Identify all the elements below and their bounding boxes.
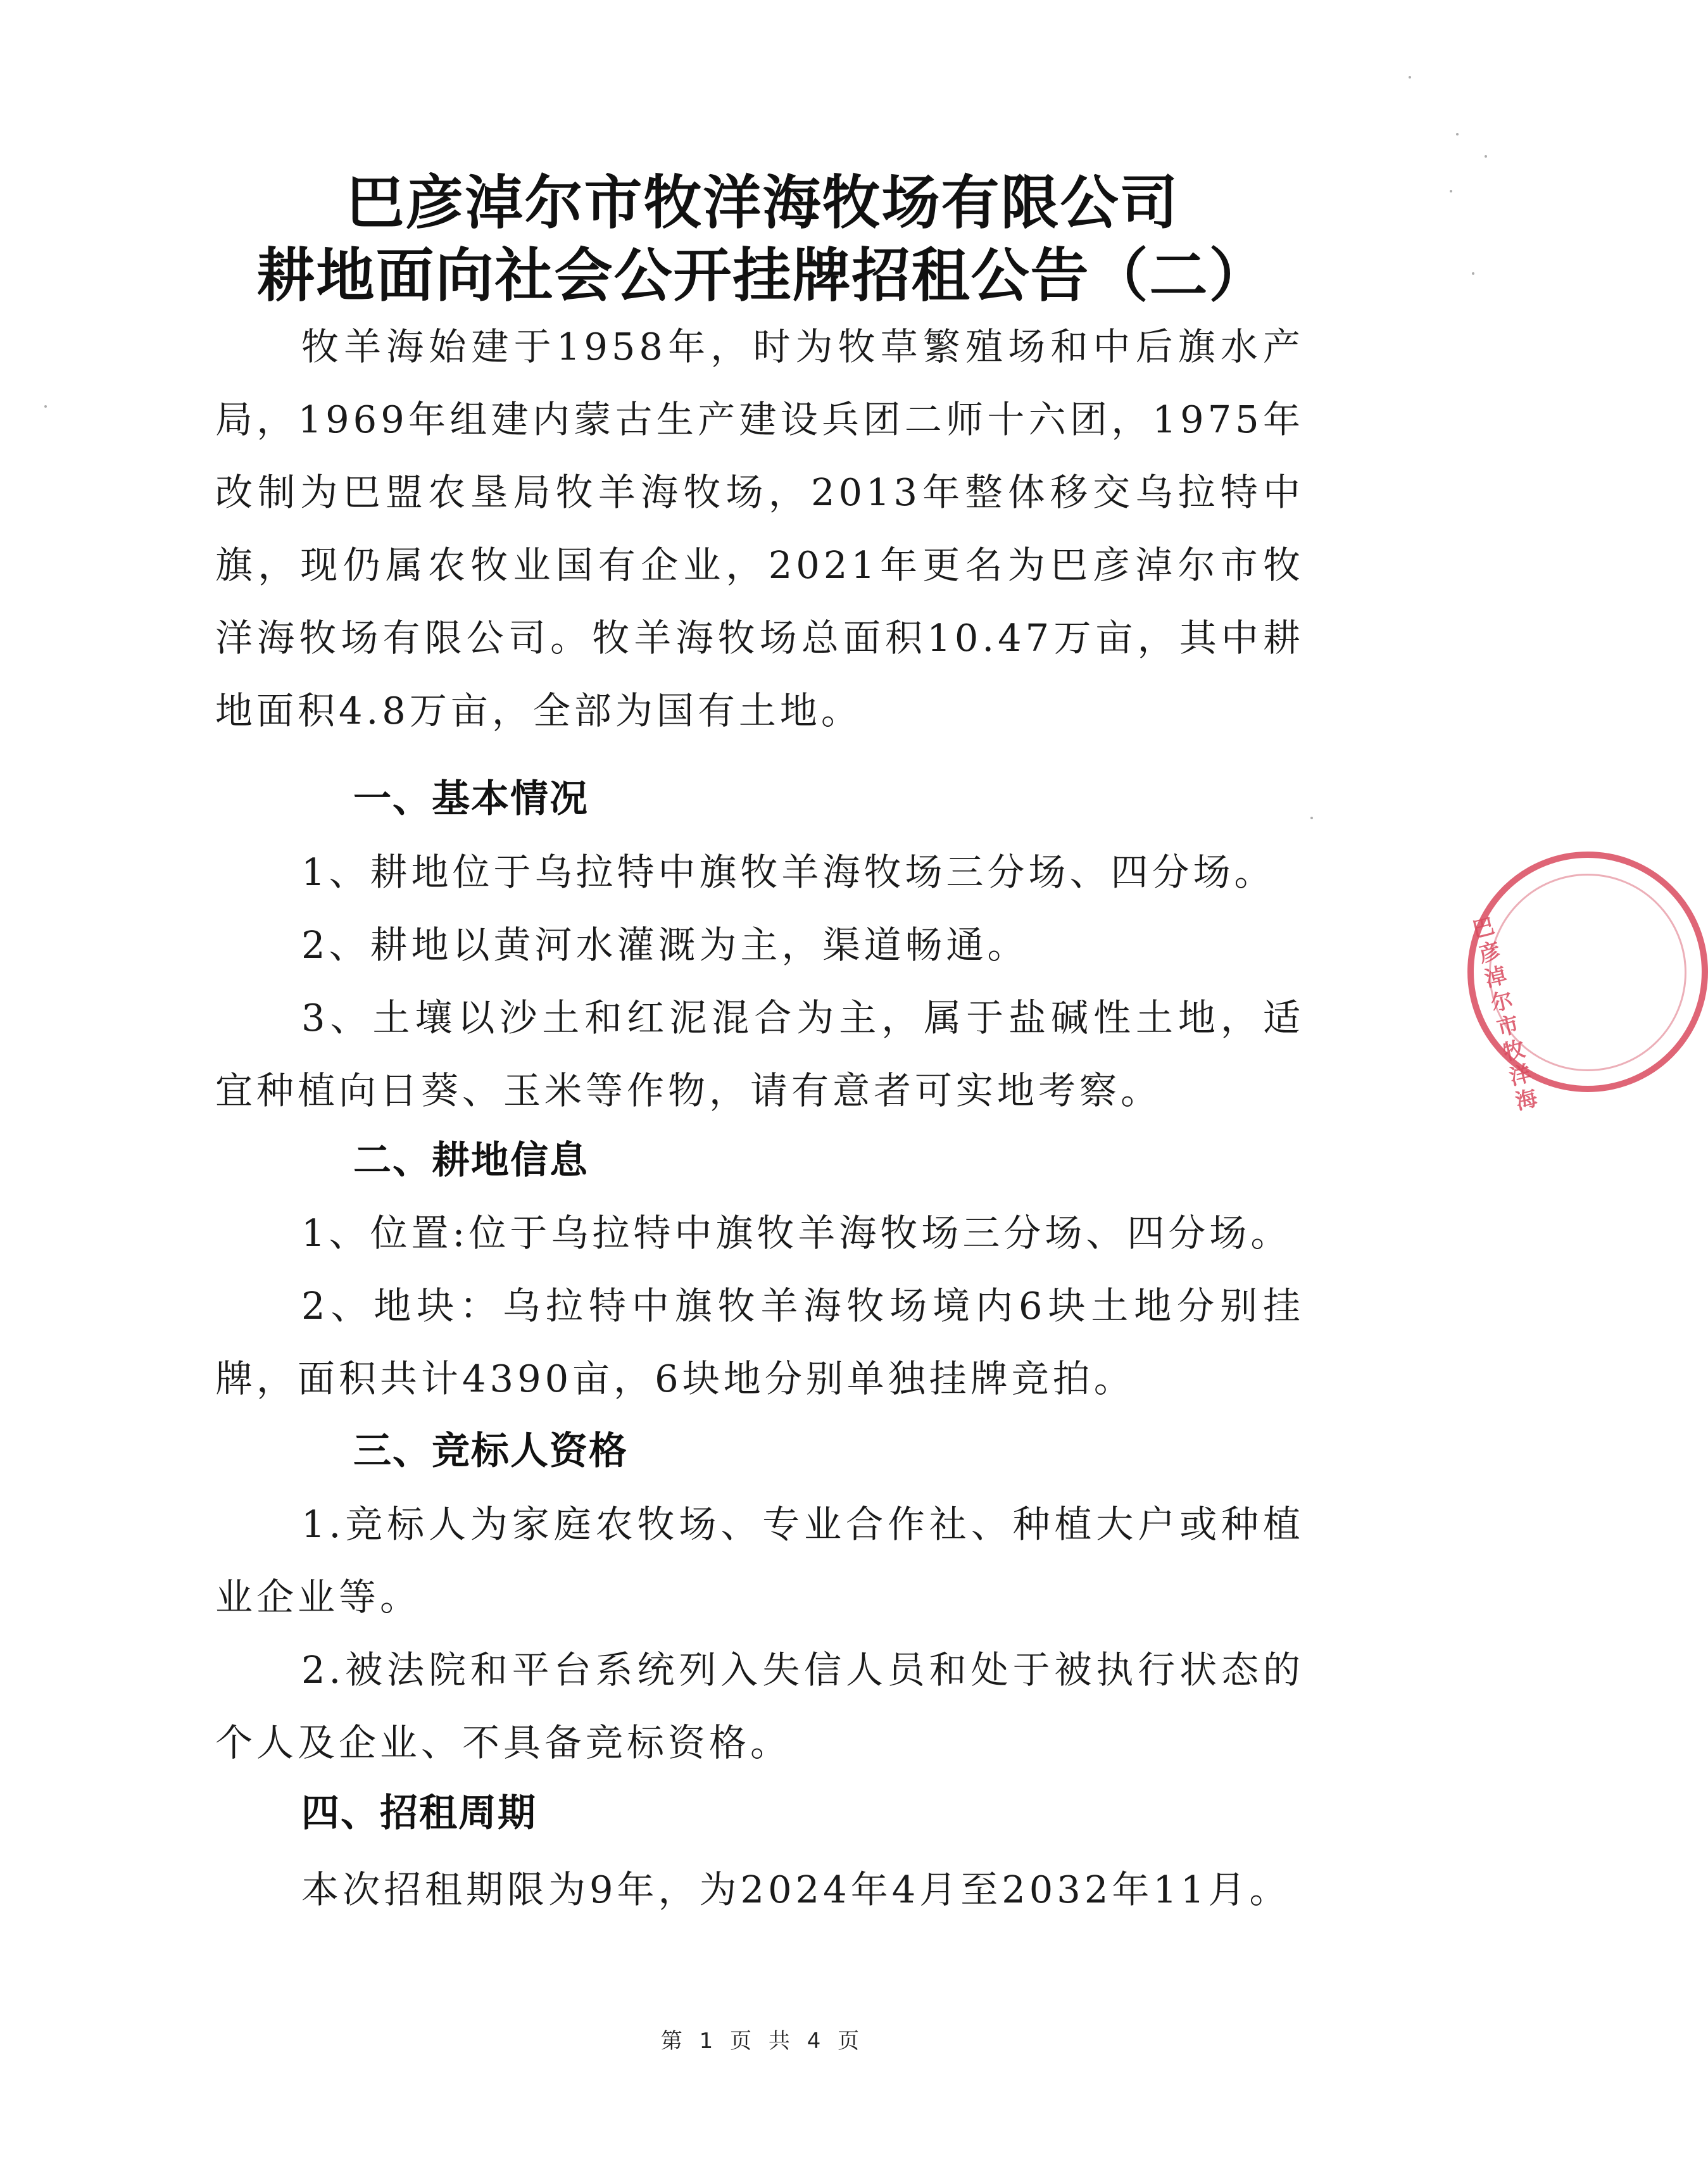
scan-speck <box>1310 817 1313 819</box>
page-footer: 第 1 页 共 4 页 <box>660 2028 865 2054</box>
scan-speck <box>1472 272 1474 275</box>
scan-speck <box>1485 155 1487 158</box>
list-item: 本次招租期限为9年，为2024年4月至2032年11月。 <box>301 1868 1291 1911</box>
section-heading-basic: 一、基本情况 <box>353 777 589 821</box>
section4-items <box>215 1853 1304 1926</box>
seal-text: 巴彦淖尔市牧洋海 <box>1470 913 1540 1116</box>
list-item: 3、土壤以沙土和红泥混合为主，属于盐碱性土地，适宜种植向日葵、玉米等作物，请有意者可实地考察。 <box>215 996 1304 1112</box>
scan-speck <box>1409 76 1411 79</box>
section-heading-bidder-qualification: 三、竞标人资格 <box>353 1429 628 1473</box>
section1-items <box>215 836 1304 1127</box>
document-title-line1: 巴彦淖尔市牧洋海牧场有限公司 <box>346 169 1179 237</box>
scan-speck <box>44 405 47 408</box>
intro-text: 牧羊海始建于1958年，时为牧草繁殖场和中后旗水产局，1969年组建内蒙古生产建设兵团二师十六团，1975年改制为巴盟农垦局牧羊海牧场，2013年整体移交乌拉特中旗，现仍属农牧业国有企业，2021年更名为巴彦淖尔市牧洋海牧场有限公司。牧羊海牧场总面积10.47万亩，其中耕地面积4.8万亩，全部为国有土地。 <box>215 325 1304 733</box>
list-item: 1.竞标人为家庭农牧场、专业合作社、种植大户或种植业企业等。 <box>215 1502 1304 1619</box>
scan-speck <box>1456 133 1459 135</box>
intro-paragraph <box>215 310 1304 747</box>
list-item: 2、地块：乌拉特中旗牧羊海牧场境内6块土地分别挂牌，面积共计4390亩，6块地分别单独挂牌竞拍。 <box>215 1284 1304 1400</box>
section2-items <box>215 1197 1304 1415</box>
list-item: 1、耕地位于乌拉特中旗牧羊海牧场三分场、四分场。 <box>301 850 1276 894</box>
list-item: 1、位置:位于乌拉特中旗牧羊海牧场三分场、四分场。 <box>301 1211 1292 1255</box>
scan-speck <box>1450 190 1452 192</box>
list-item: 2、耕地以黄河水灌溉为主，渠道畅通。 <box>301 923 1029 967</box>
section3-items <box>215 1488 1304 1779</box>
section-heading-land-info: 二、耕地信息 <box>353 1138 589 1183</box>
document-title-line2: 耕地面向社会公开挂牌招租公告（二） <box>256 242 1269 310</box>
section-heading-lease-period: 四、招租周期 <box>301 1791 537 1835</box>
list-item: 2.被法院和平台系统列入失信人员和处于被执行状态的个人及企业、不具备竞标资格。 <box>215 1648 1304 1764</box>
